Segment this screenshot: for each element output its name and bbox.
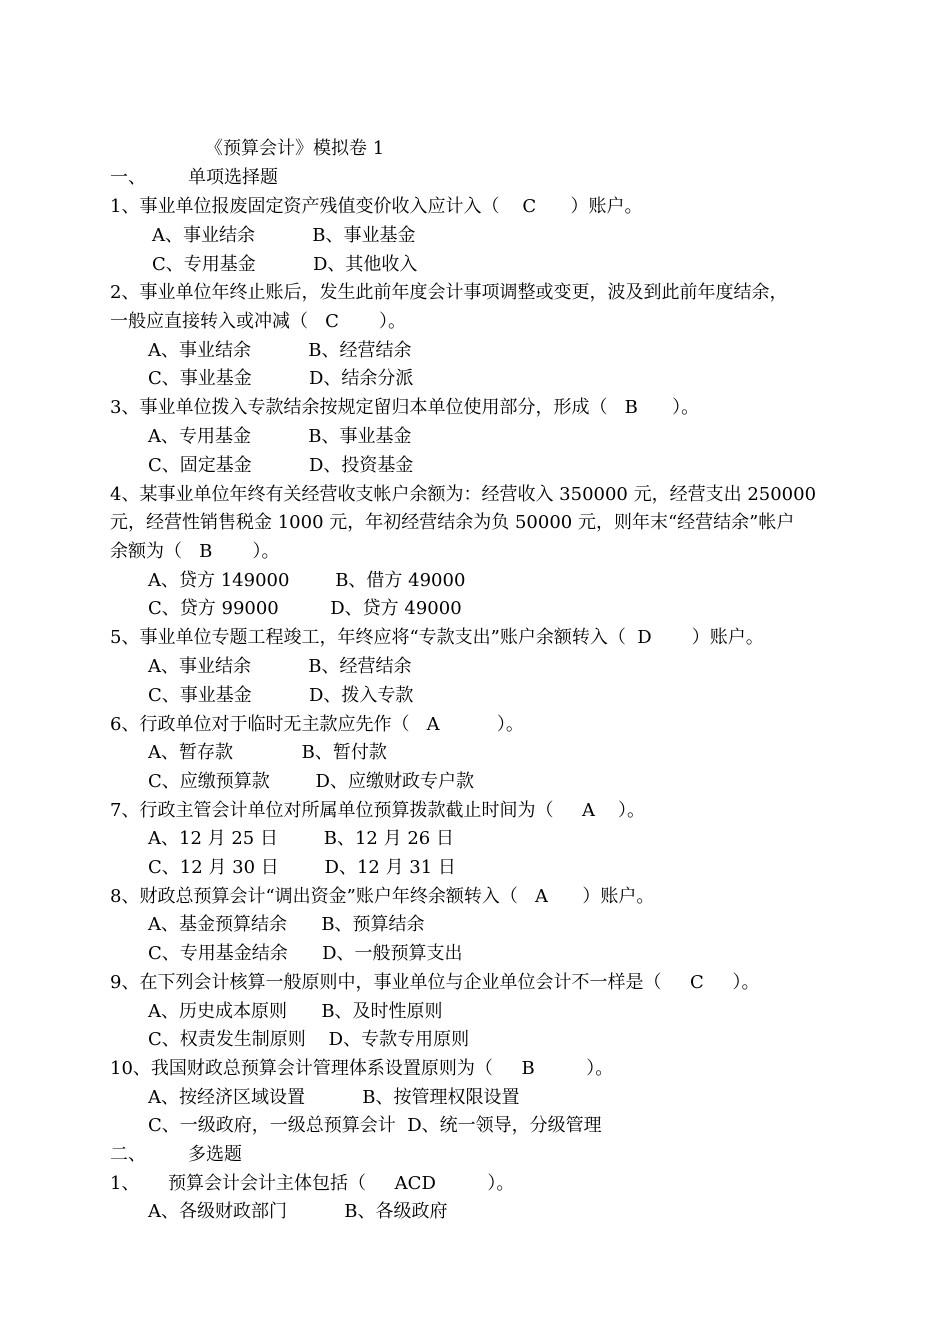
question-stem: 3、事业单位拨入专款结余按规定留归本单位使用部分，形成（ B ）。 (110, 397, 700, 418)
question-stem: 7、行政主管会计单位对所属单位预算拨款截止时间为（ A ）。 (110, 800, 645, 821)
question-option: A、事业结余 B、经营结余 (148, 340, 412, 361)
page-title: 《预算会计》模拟卷 1 (205, 138, 385, 159)
question-option: A、12 月 25 日 B、12 月 26 日 (148, 828, 454, 849)
question-option: C、一级政府，一级总预算会计 D、统一领导，分级管理 (148, 1115, 602, 1136)
question-option: A、事业结余 B、经营结余 (148, 656, 412, 677)
question-stem: 余额为（ B ）。 (110, 541, 280, 562)
section-heading-number: 一、 (110, 167, 146, 188)
question-stem: 8、财政总预算会计“调出资金”账户年终余额转入（ A ）账户。 (110, 886, 655, 907)
question-option: C、应缴预算款 D、应缴财政专户款 (148, 771, 474, 792)
question-option: A、按经济区域设置 B、按管理权限设置 (148, 1087, 520, 1108)
question-stem: 一般应直接转入或冲减（ C ）。 (110, 311, 406, 332)
question-option: C、固定基金 D、投资基金 (148, 455, 414, 476)
question-option: A、基金预算结余 B、预算结余 (148, 914, 425, 935)
question-stem: 10、我国财政总预算会计管理体系设置原则为（ B ）。 (110, 1058, 614, 1079)
question-option: A、贷方 149000 B、借方 49000 (148, 570, 466, 591)
question-stem: 6、行政单位对于临时无主款应先作（ A ）。 (110, 714, 524, 735)
question-option: C、12 月 30 日 D、12 月 31 日 (148, 857, 456, 878)
question-stem: 4、某事业单位年终有关经营收支帐户余额为：经营收入 350000 元，经营支出 250000 (110, 484, 817, 505)
question-option: C、贷方 99000 D、贷方 49000 (148, 598, 462, 619)
section-heading-number: 二、 (110, 1144, 146, 1165)
question-option: A、事业结余 B、事业基金 (152, 225, 416, 246)
question-stem: 1、 预算会计会计主体包括（ ACD ）。 (110, 1173, 515, 1194)
question-option: C、事业基金 D、结余分派 (148, 368, 414, 389)
question-option: C、专用基金结余 D、一般预算支出 (148, 943, 463, 964)
question-stem: 元，经营性销售税金 1000 元，年初经营结余为负 50000 元，则年末“经营结余”帐户 (110, 512, 795, 533)
question-stem: 1、事业单位报废固定资产残值变价收入应计入（ C ）账户。 (110, 196, 643, 217)
section-heading-text: 单项选择题 (188, 167, 278, 188)
section-heading-text: 多选题 (188, 1144, 242, 1165)
question-option: A、各级财政部门 B、各级政府 (148, 1201, 448, 1222)
question-option: C、权责发生制原则 D、专款专用原则 (148, 1029, 470, 1050)
question-option: A、历史成本原则 B、及时性原则 (148, 1001, 443, 1022)
question-stem: 5、事业单位专题工程竣工，年终应将“专款支出”账户余额转入（ D ）账户。 (110, 627, 764, 648)
question-option: C、专用基金 D、其他收入 (152, 254, 418, 275)
question-stem: 9、在下列会计核算一般原则中，事业单位与企业单位会计不一样是（ C ）。 (110, 972, 760, 993)
question-option: A、专用基金 B、事业基金 (148, 426, 412, 447)
question-option: A、暂存款 B、暂付款 (148, 742, 387, 763)
question-option: C、事业基金 D、拨入专款 (148, 685, 414, 706)
question-stem: 2、事业单位年终止账后，发生此前年度会计事项调整或变更，波及到此前年度结余， (110, 282, 788, 303)
